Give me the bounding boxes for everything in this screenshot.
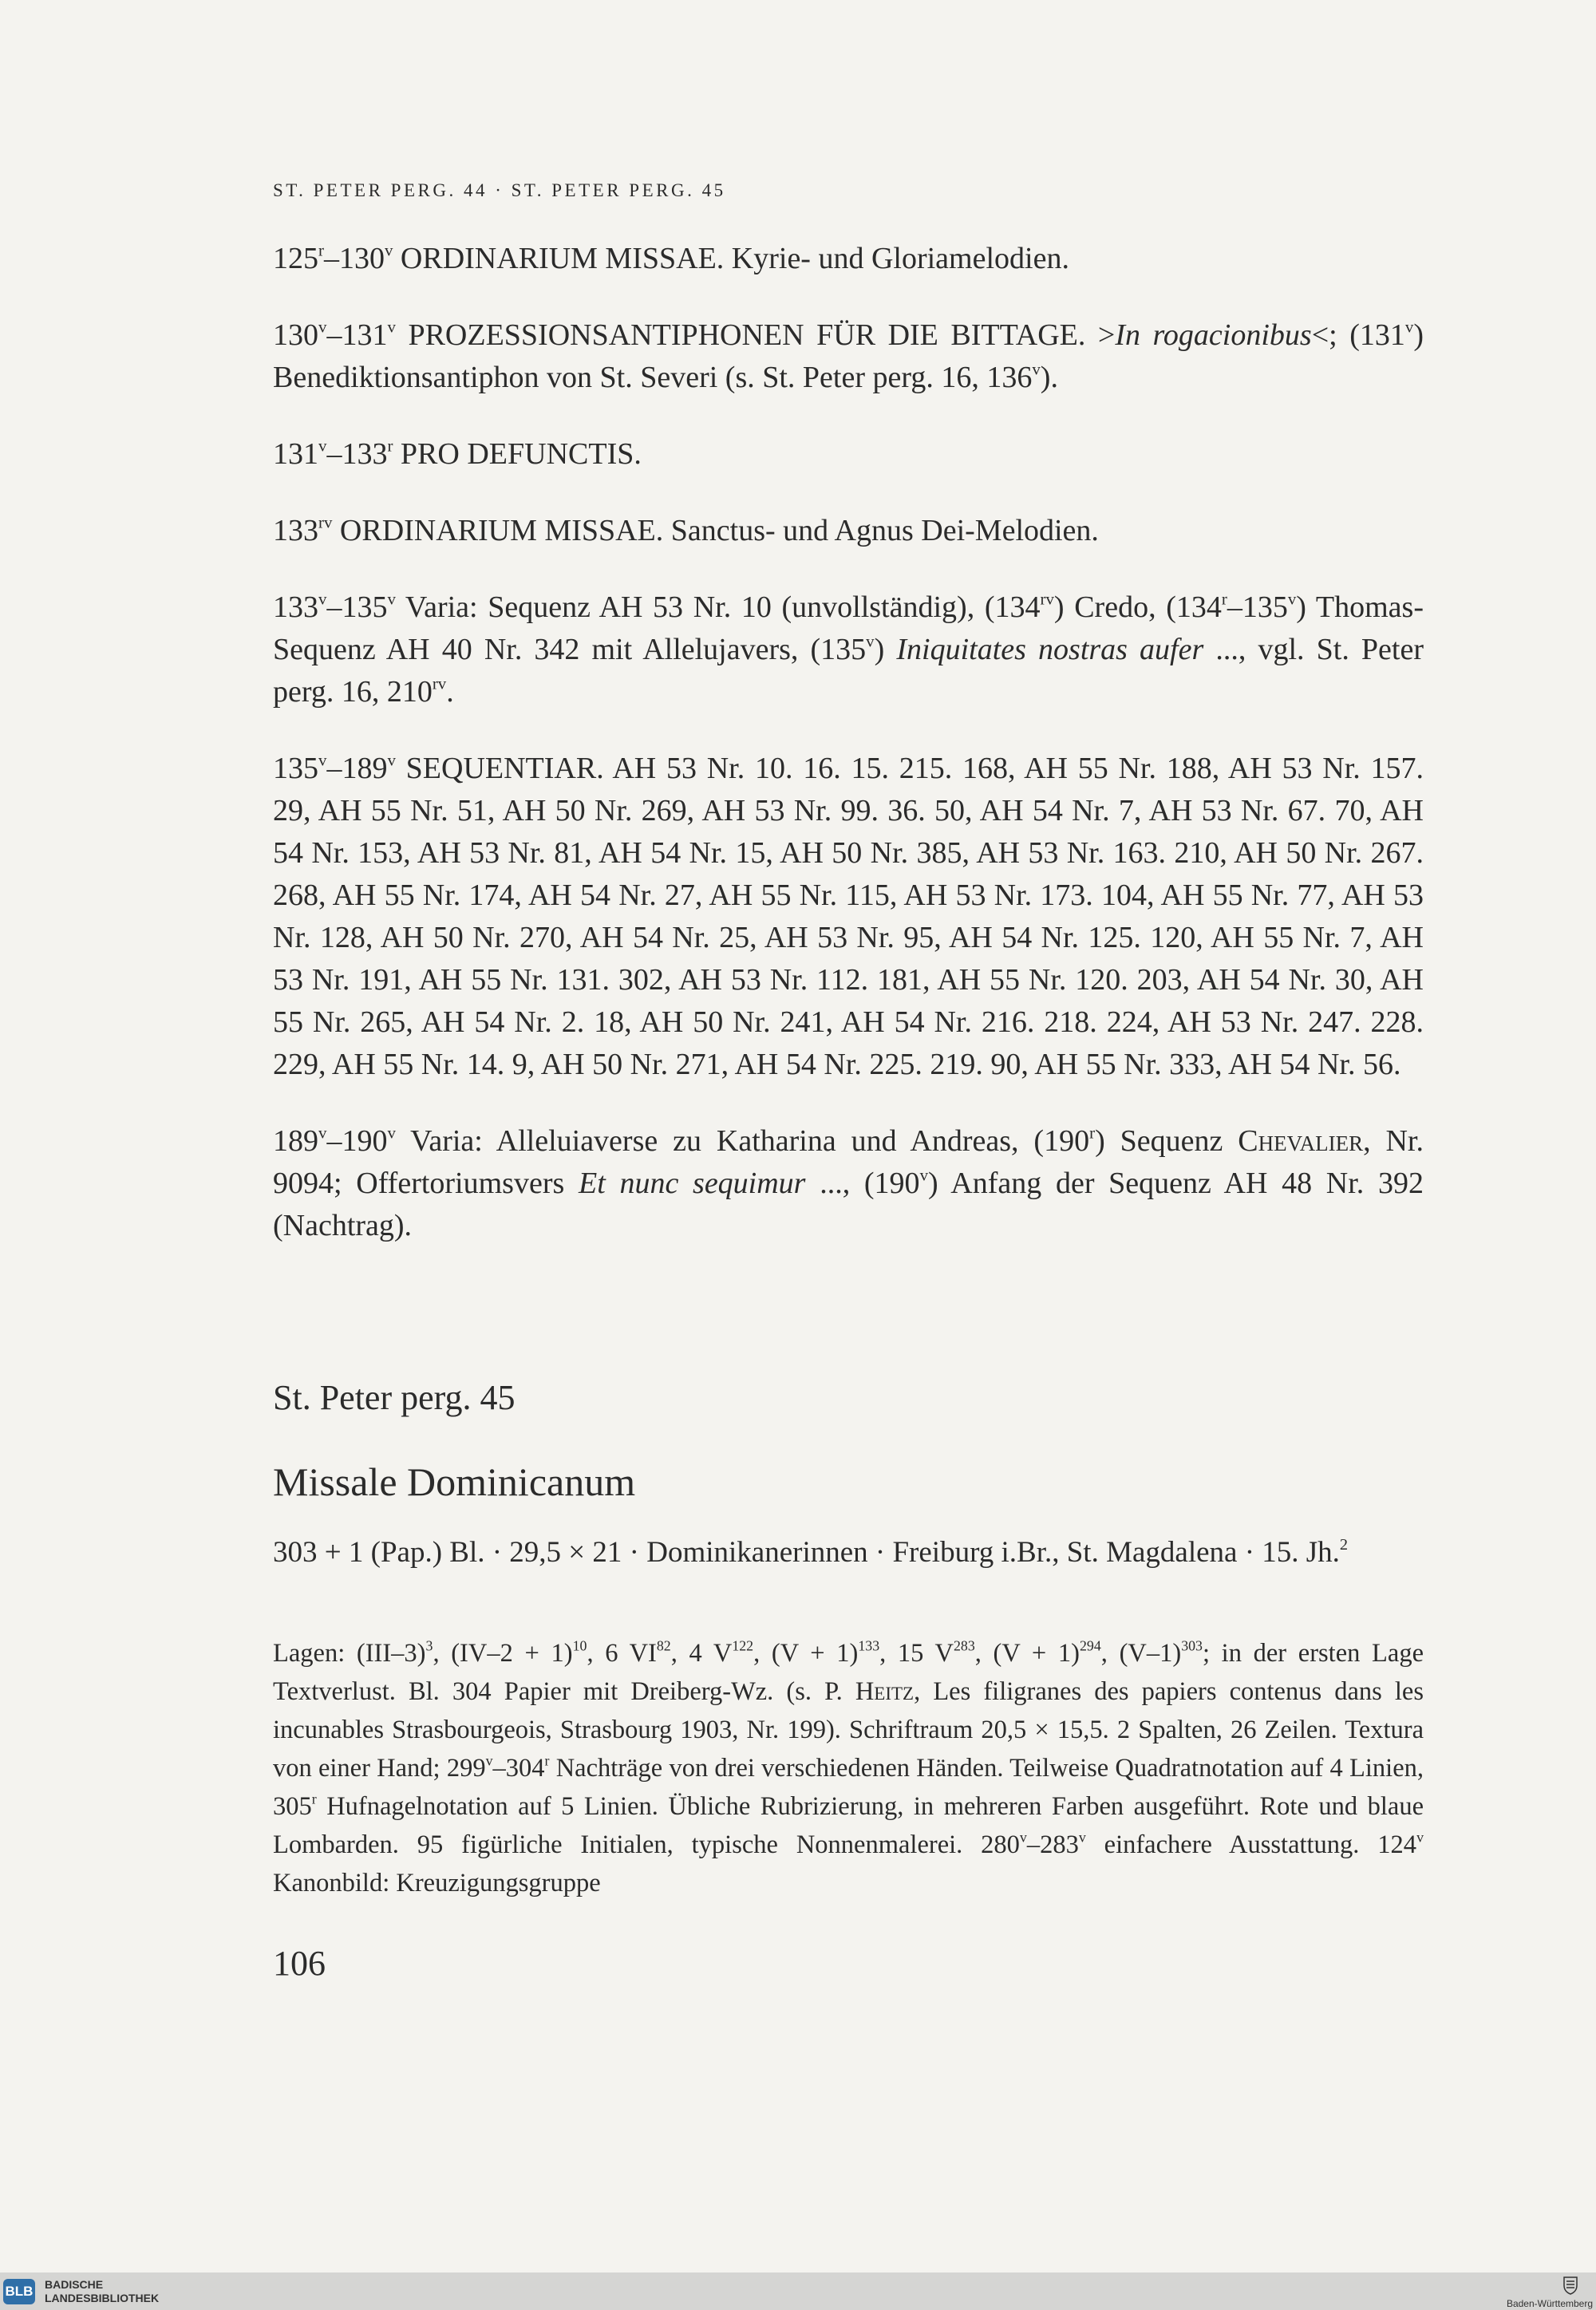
contents-entry: 131$^v$–133$^r$ PRO DEFUNCTIS. [273,436,642,471]
contents-entry: $133^{rv}$ ORDINARIUM MISSAE. Sanctus- und Agnus Dei-Melodien. [273,512,1099,547]
manuscript-description: Lagen: $(III-3)^3$, $(IV-2 + 1)^{10}$, 6 VI$^{82}$, 4 $V^{122}$, $(V + 1)^{133}$, 15 $V^{283}$, $(V + 1)^{294}$, $(V-1)^{303}$; in der ersten Lage Textverlust. Bl. 304 Papier mit Dreiberg-Wz. (s. P. Heitz, Les filigranes des papiers contenus dans les incunables Strasbourgeois, Strasbourg 1903, Nr. 199). Schriftraum 20,5 × 15,5. 2 Spalten, 26 Zeilen. Textura von einer Hand; 299$^v$–304$^r$ Nachträge von drei verschiedenen Händen. Teilweise Quadratnotation auf 4 Linien, 305$^r$ Hufnagelnotation auf 5 Linien. Übliche Rubrizierung, in mehreren Farben ausgeführt. Rote und blaue Lombarden. 95 figürliche Initialen, typische Nonnenmalerei. 280$^v$–283$^v$ einfachere Ausstattung. 124$^v$ Kanonbild: Kreuzigungsgruppe [273,1637,1424,1897]
contents-entry: 130$^v$–131$^v$ PROZESSIONSANTIPHONEN FÜR DIE BITTAGE. >In rogacionibus<; (131$^v$) Benediktionsantiphon von St. Severi (s. St. Peter perg. 16, 136$^v$). [273,317,1424,394]
contents-entry: 133$^v$–135$^v$ Varia: Sequenz AH 53 Nr. 10 (unvollständig), $(134^{rv})$ Credo, (134$^r$–135$^v$) Thomas-Sequenz AH 40 Nr. 342 mit Allelujavers, (135$^v$) Iniquitates nostras aufer ..., vgl. St. Peter perg. 16, $210^{rv}$. [273,589,1424,709]
shelfmark-heading: St. Peter perg. 45 [273,1378,516,1417]
contents-entry: 135$^v$–189$^v$ SEQUENTIAR. AH 53 Nr. 10. 16. 15. 215. 168, AH 55 Nr. 188, AH 53 Nr. 157. 29, AH 55 Nr. 51, AH 50 Nr. 269, AH 53 Nr. 99. 36. 50, AH 54 Nr. 7, AH 53 Nr. 67. 70, AH 54 Nr. 153, AH 53 Nr. 81, AH 54 Nr. 15, AH 50 Nr. 385, AH 53 Nr. 163. 210, AH 50 Nr. 267. 268, AH 55 Nr. 174, AH 54 Nr. 27, AH 55 Nr. 115, AH 53 Nr. 173. 104, AH 55 Nr. 77, AH 53 Nr. 128, AH 50 Nr. 270, AH 54 Nr. 25, AH 53 Nr. 95, AH 54 Nr. 125. 120, AH 55 Nr. 7, AH 53 Nr. 191, AH 55 Nr. 131. 302, AH 53 Nr. 112. 181, AH 55 Nr. 120. 203, AH 54 Nr. 30, AH 55 Nr. 265, AH 54 Nr. 2. 18, AH 50 Nr. 241, AH 54 Nr. 216. 218. 224, AH 53 Nr. 247. 228. 229, AH 55 Nr. 14. 9, AH 50 Nr. 271, AH 54 Nr. 225. 219. 90, AH 55 Nr. 333, AH 54 Nr. 56. [273,750,1424,1081]
footer-bar [0,2272,1596,2310]
page-number: 106 [273,1944,326,1983]
state-name: Baden-Württemberg [1506,2298,1593,2309]
manuscript-title: Missale Dominicanum [273,1459,636,1504]
running-head: ST. PETER PERG. 44 · ST. PETER PERG. 45 [273,180,726,200]
manuscript-metadata: 303 + 1 (Pap.) Bl. · 29,5 × 21 · Dominikanerinnen · Freiburg i.Br., St. Magdalena · 15. Jh.$^2$ [273,1535,1349,1569]
blb-logo-icon[interactable]: BLB [3,2279,35,2304]
library-name[interactable] [45,2278,159,2305]
library-name-line1: BADISCHE [45,2278,104,2291]
contents-entry: 189$^v$–190$^v$ Varia: Alleluiaverse zu Katharina und Andreas, (190$^r$) Sequenz Chevalier, Nr. 9094; Offertoriumsvers Et nunc sequimur ..., (190$^v$) Anfang der Sequenz AH 48 Nr. 392 (Nachtrag). [273,1123,1424,1242]
library-name-line2: LANDESBIBLIOTHEK [45,2292,160,2304]
contents-entries [273,238,1424,1281]
coat-of-arms-icon [1559,2276,1582,2295]
contents-entry: 125$^r$–130$^v$ ORDINARIUM MISSAE. Kyrie- und Gloriamelodien. [273,240,1069,275]
